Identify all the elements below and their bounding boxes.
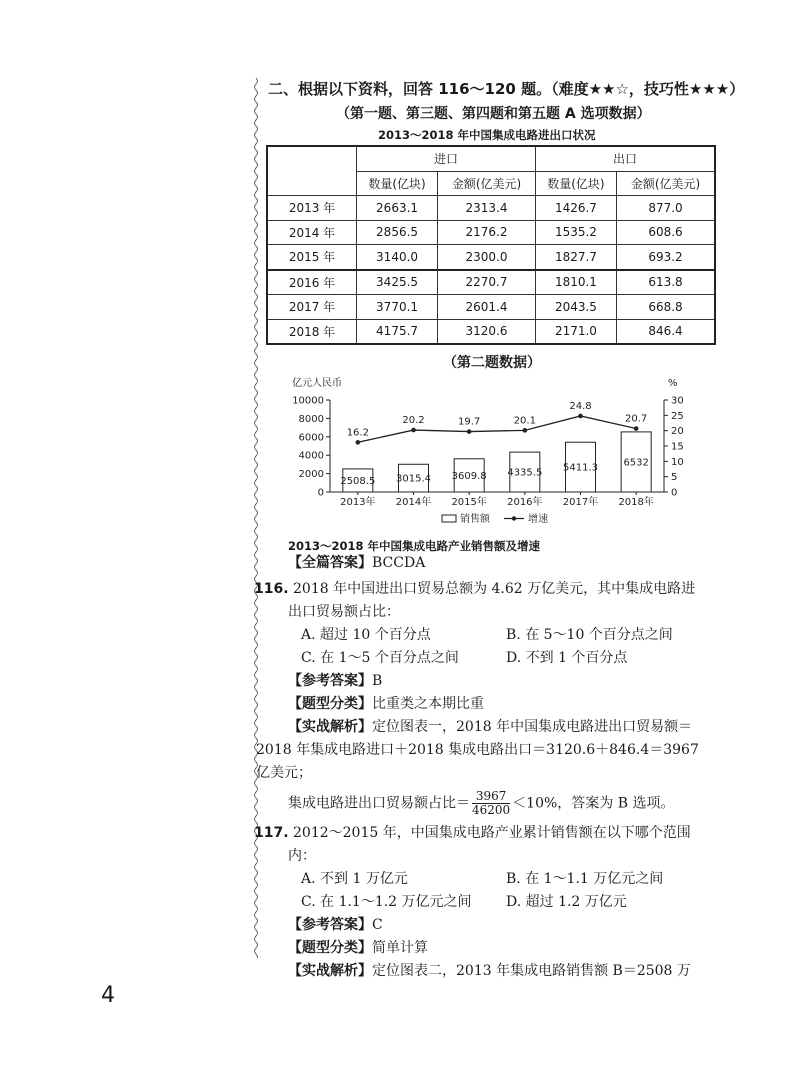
q116-type-label: 【题型分类】 (288, 696, 372, 712)
x-tick-label: 2016年 (507, 497, 543, 508)
page-number: 4 (101, 983, 115, 1008)
table-cell: 693.2 (617, 245, 716, 270)
table-sub-header: 金额(亿美元) (617, 171, 716, 196)
q116-option-c: C. 在 1～5 个百分点之间 (301, 650, 459, 666)
table-cell: 1810.1 (535, 270, 616, 295)
bar-value-label: 3609.8 (451, 470, 487, 482)
bar-value-label: 5411.3 (563, 462, 598, 474)
table-cell: 608.6 (617, 220, 716, 245)
table-sub-header: 数量(亿块) (357, 171, 438, 196)
table-year-cell: 2014 年 (267, 220, 357, 245)
q116-number: 116. (254, 581, 289, 597)
q117-analysis-line1 (288, 960, 691, 980)
section-title: 二、根据以下资料，回答 116～120 题。（难度★★☆，技巧性★★★） (268, 80, 745, 98)
q116-ref-label: 【参考答案】 (288, 673, 372, 689)
answers-line (288, 552, 425, 572)
q116-ref-value: B (372, 673, 383, 689)
q116-option-b: B. 在 5～10 个百分点之间 (506, 627, 673, 643)
growth-value-label: 24.8 (569, 400, 592, 412)
fraction-numerator: 3967 (472, 790, 510, 804)
q116-option-a: A. 超过 10 个百分点 (301, 627, 431, 643)
q117-type (288, 937, 428, 957)
table-cell: 877.0 (617, 196, 716, 221)
legend-line-marker (512, 516, 516, 520)
y-axis-right-label: % (668, 378, 678, 389)
q116-ratio-prefix: 集成电路进出口贸易额占比＝ (288, 795, 470, 812)
table-year-cell: 2017 年 (267, 295, 357, 320)
growth-point (523, 428, 528, 433)
growth-point (356, 440, 361, 445)
table-cell: 2856.5 (357, 220, 438, 245)
q116-analysis-line1 (288, 716, 692, 736)
fraction-denominator: 46200 (472, 803, 511, 817)
table-cell: 1426.7 (535, 196, 616, 221)
table-row (267, 196, 715, 221)
q117-option-a: A. 不到 1 万亿元 (301, 871, 408, 887)
q116-fraction (472, 790, 510, 817)
y-tick-label-right: 20 (671, 426, 684, 438)
table-cell: 2270.7 (438, 270, 536, 295)
table-group-header: 出口 (535, 146, 715, 171)
q117-option-b: B. 在 1～1.1 万亿元之间 (506, 871, 664, 887)
sales-chart (292, 372, 712, 532)
table-cell: 2171.0 (535, 319, 616, 344)
y-tick-label-left: 8000 (298, 413, 324, 425)
answers-value: BCCDA (372, 555, 426, 571)
table-row (267, 220, 715, 245)
table-year-cell: 2015 年 (267, 245, 357, 270)
q117-analysis-label: 【实战解析】 (288, 963, 372, 979)
q117-type-label: 【题型分类】 (288, 940, 372, 956)
table-cell: 2176.2 (438, 220, 536, 245)
y-tick-label-left: 6000 (298, 432, 324, 444)
q117-analysis-text: 定位图表二，2013 年集成电路销售额 B＝2508 万 (372, 963, 691, 979)
y-axis-label: 亿元人民币 (292, 378, 342, 389)
table-row (267, 245, 715, 270)
answers-label: 【全篇答案】 (288, 555, 372, 571)
table-cell: 2043.5 (535, 295, 616, 320)
q116-analysis-text: 定位图表一，2018 年中国集成电路进出口贸易额＝ (372, 719, 693, 735)
q117-option-c: C. 在 1.1～1.2 万亿元之间 (301, 894, 472, 910)
table-year-cell: 2016 年 (267, 270, 357, 295)
table-row (267, 319, 715, 344)
y-tick-label-right: 15 (671, 441, 684, 453)
y-tick-label-right: 30 (671, 395, 684, 407)
table-cell: 668.8 (617, 295, 716, 320)
table-cell: 1827.7 (535, 245, 616, 270)
q117-option-d: D. 超过 1.2 万亿元 (506, 894, 627, 910)
growth-value-label: 20.1 (513, 415, 536, 427)
x-tick-label: 2017年 (562, 497, 599, 508)
table-cell: 2300.0 (438, 245, 536, 270)
growth-value-label: 20.2 (402, 415, 425, 427)
y-tick-label-right: 25 (671, 410, 684, 422)
table-cell: 3120.6 (438, 319, 536, 344)
bar-value-label: 2508.5 (340, 475, 376, 487)
table-corner-cell (267, 146, 357, 196)
section-subtitle: （第一题、第三题、第四题和第五题 A 选项数据） (336, 106, 651, 122)
growth-point (634, 426, 639, 431)
table-cell: 3770.1 (357, 295, 438, 320)
table-cell: 846.4 (617, 319, 716, 344)
q116-ratio-suffix: ＜10%，答案为 B 选项。 (512, 795, 675, 812)
q116-type (288, 693, 484, 713)
legend-line-label: 增速 (528, 514, 548, 525)
legend-bar-label: 销售额 (460, 514, 490, 525)
q116-analysis-line3: 亿美元； (256, 765, 312, 781)
q117-stem-line2: 内： (288, 848, 316, 864)
table-cell: 2313.4 (438, 196, 536, 221)
x-tick-label: 2013年 (340, 497, 376, 508)
q117-stem-line1 (254, 822, 691, 842)
y-tick-label-left: 4000 (298, 450, 324, 462)
q117-ref-label: 【参考答案】 (288, 917, 372, 933)
q116-analysis-label: 【实战解析】 (288, 719, 372, 735)
q116-type-value: 比重类之本期比重 (372, 696, 484, 712)
bar-value-label: 6532 (623, 457, 649, 469)
q116-stem: 2018 年中国进出口贸易总额为 4.62 万亿美元，其中集成电路进 (293, 581, 696, 597)
x-tick-label: 2014年 (395, 497, 432, 508)
table-cell: 3140.0 (357, 245, 438, 270)
chart-title: （第二题数据） (443, 355, 541, 371)
bar-value-label: 4335.5 (507, 467, 543, 479)
q116-option-d: D. 不到 1 个百分点 (506, 650, 628, 666)
q116-stem-line1 (254, 578, 695, 598)
growth-value-label: 20.7 (625, 413, 648, 425)
q116-analysis-line4 (288, 790, 675, 817)
table-cell: 4175.7 (357, 319, 438, 344)
q117-number: 117. (254, 825, 289, 841)
q116-analysis-line2: 2018 年集成电路进口＋2018 集成电路出口＝3120.6＋846.4＝3967 (256, 742, 699, 758)
table-year-cell: 2018 年 (267, 319, 357, 344)
q117-ref-value: C (372, 917, 383, 933)
table-group-header: 进口 (357, 146, 536, 171)
table-body (267, 196, 715, 345)
table-cell: 2663.1 (357, 196, 438, 221)
table-cell: 613.8 (617, 270, 716, 295)
growth-point (411, 428, 416, 433)
table-row (267, 295, 715, 320)
y-tick-label-right: 5 (671, 472, 678, 484)
table-row (267, 270, 715, 295)
table-sub-header: 数量(亿块) (535, 171, 616, 196)
y-tick-label-right: 0 (671, 487, 678, 499)
table-sub-header: 金额(亿美元) (438, 171, 536, 196)
table-cell: 2601.4 (438, 295, 536, 320)
x-tick-label: 2015年 (451, 497, 487, 508)
y-tick-label-left: 2000 (298, 469, 324, 481)
y-tick-label-right: 10 (671, 456, 684, 468)
growth-point (467, 429, 472, 434)
table-cell: 3425.5 (357, 270, 438, 295)
y-tick-label-left: 0 (317, 487, 324, 499)
trade-table (266, 145, 716, 345)
growth-value-label: 16.2 (346, 427, 369, 439)
table-year-cell: 2013 年 (267, 196, 357, 221)
chart-caption: 2013～2018 年中国集成电路产业销售额及增速 (288, 539, 541, 553)
q117-type-value: 简单计算 (372, 940, 428, 956)
legend-bar-swatch (442, 515, 456, 522)
table-group-header-row (267, 146, 715, 171)
x-tick-label: 2018年 (618, 497, 654, 508)
growth-point (578, 414, 583, 419)
table-cell: 1535.2 (535, 220, 616, 245)
bar-value-label: 3015.4 (396, 473, 431, 485)
q117-ref-answer (288, 914, 383, 934)
q116-stem-line2: 出口贸易额占比： (288, 604, 400, 620)
q117-stem: 2012～2015 年，中国集成电路产业累计销售额在以下哪个范围 (293, 825, 691, 841)
q116-ref-answer (288, 670, 382, 690)
table-title: 2013～2018 年中国集成电路进出口状况 (378, 128, 596, 142)
growth-value-label: 19.7 (458, 416, 481, 428)
y-tick-label-left: 10000 (292, 395, 324, 407)
growth-line (358, 416, 636, 442)
